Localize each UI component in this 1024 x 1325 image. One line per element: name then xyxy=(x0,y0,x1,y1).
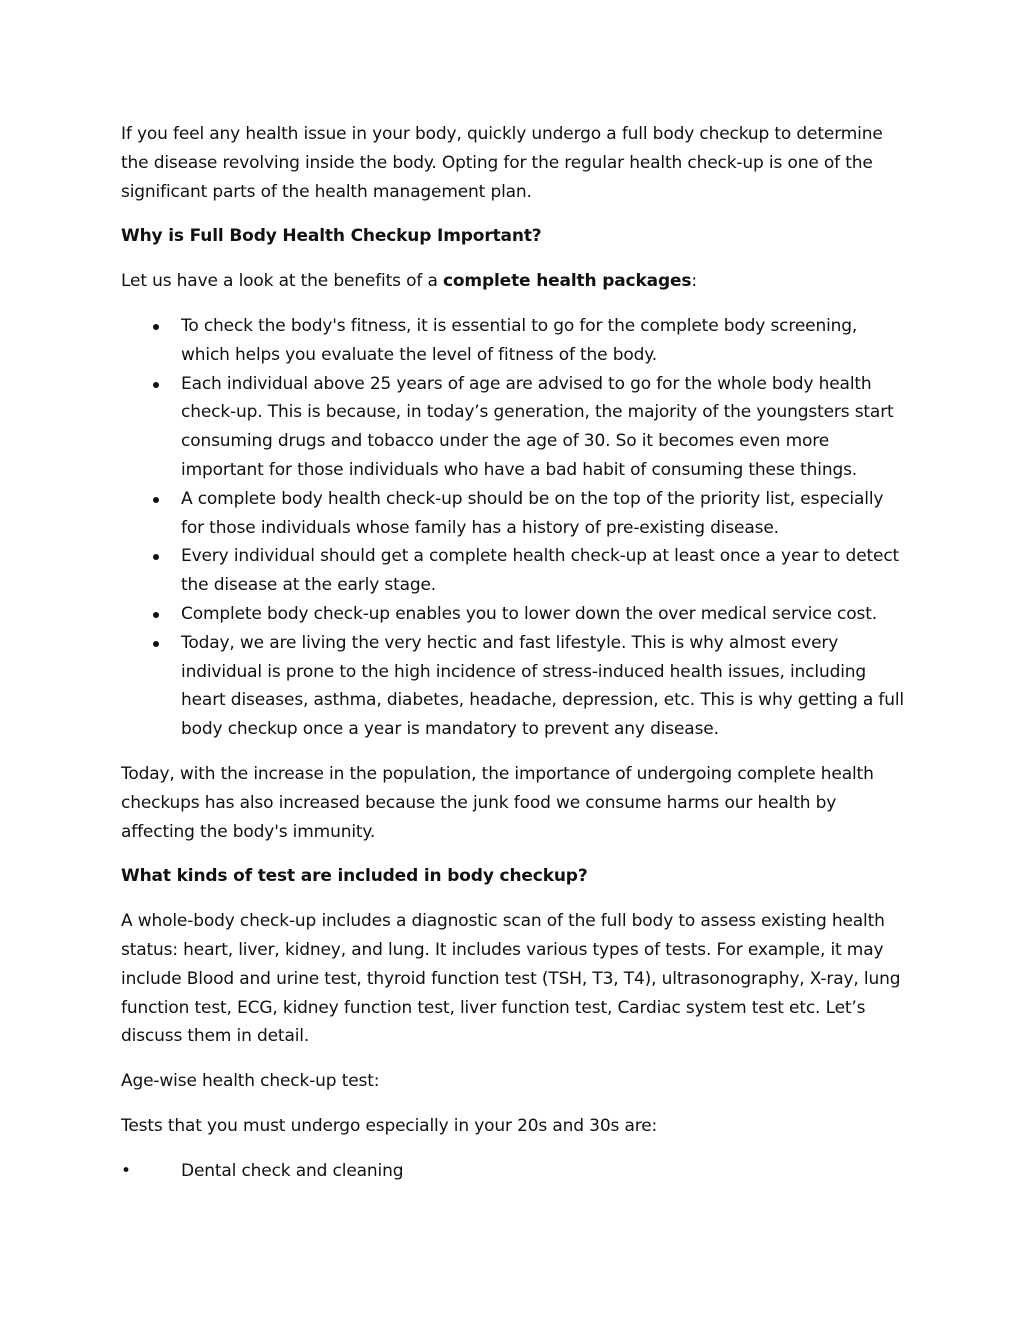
benefits-lead-colon: : xyxy=(691,271,697,292)
list-item: To check the body's fitness, it is essential to go for the complete body screening, which helps you evaluate the level of fitness of the body. xyxy=(121,312,905,370)
list-item: Today, we are living the very hectic and fast lifestyle. This is why almost every individual is prone to the high incidence of stress-induced health issues, including heart diseases, asthma, diabetes, headache, depression, etc. This is why getting a full body checkup once a year is mandatory to prevent any disease. xyxy=(121,629,905,744)
agewise-paragraph: Age-wise health check-up test: xyxy=(121,1071,380,1092)
list-item: Each individual above 25 years of age are advised to go for the whole body health check-up. This is because, in today’s generation, the majority of the youngsters start consuming drugs and tobacco under the age of 30. So it becomes even more important for those individuals who have a bad habit of consuming these things. xyxy=(121,370,905,485)
list-item-text: Dental check and cleaning xyxy=(181,1160,404,1181)
list-item: Every individual should get a complete health check-up at least once a year to detect the disease at the early stage. xyxy=(121,542,905,600)
list-item: Complete body check-up enables you to lower down the over medical service cost. xyxy=(121,600,905,629)
section-heading-why: Why is Full Body Health Checkup Important? xyxy=(121,226,542,247)
benefits-lead-text: Let us have a look at the benefits of a xyxy=(121,271,443,292)
intro-paragraph: If you feel any health issue in your body, quickly undergo a full body checkup to determine the disease revolving inside the body. Opting for the regular health check-up is one of the significant parts of the health management plan. xyxy=(121,124,883,202)
section-heading-tests: What kinds of test are included in body checkup? xyxy=(121,866,588,887)
list-item: A complete body health check-up should be on the top of the priority list, especially for those individuals whose family has a history of pre-existing disease. xyxy=(121,485,905,543)
twenties-lead-paragraph: Tests that you must undergo especially in your 20s and 30s are: xyxy=(121,1115,658,1136)
document-page xyxy=(121,120,905,1186)
benefits-lead-paragraph xyxy=(121,267,905,296)
tests-paragraph: A whole-body check-up includes a diagnostic scan of the full body to assess existing health status: heart, liver, kidney, and lung. It includes various types of tests. For example, it may include Blood and urine test, thyroid function test (TSH, T3, T4), ultrasonography, X-ray, lung function test, ECG, kidney function test, liver function test, Cardiac system test etc. Let’s discuss them in detail. xyxy=(121,911,901,1047)
benefits-lead-bold: complete health packages xyxy=(442,271,692,292)
benefits-list xyxy=(121,312,905,744)
list-item xyxy=(121,1157,905,1186)
population-paragraph: Today, with the increase in the population, the importance of undergoing complete health checkups has also increased because the junk food we consume harms our health by affecting the body's immunity. xyxy=(121,763,874,842)
bullet-marker: • xyxy=(121,1160,131,1181)
